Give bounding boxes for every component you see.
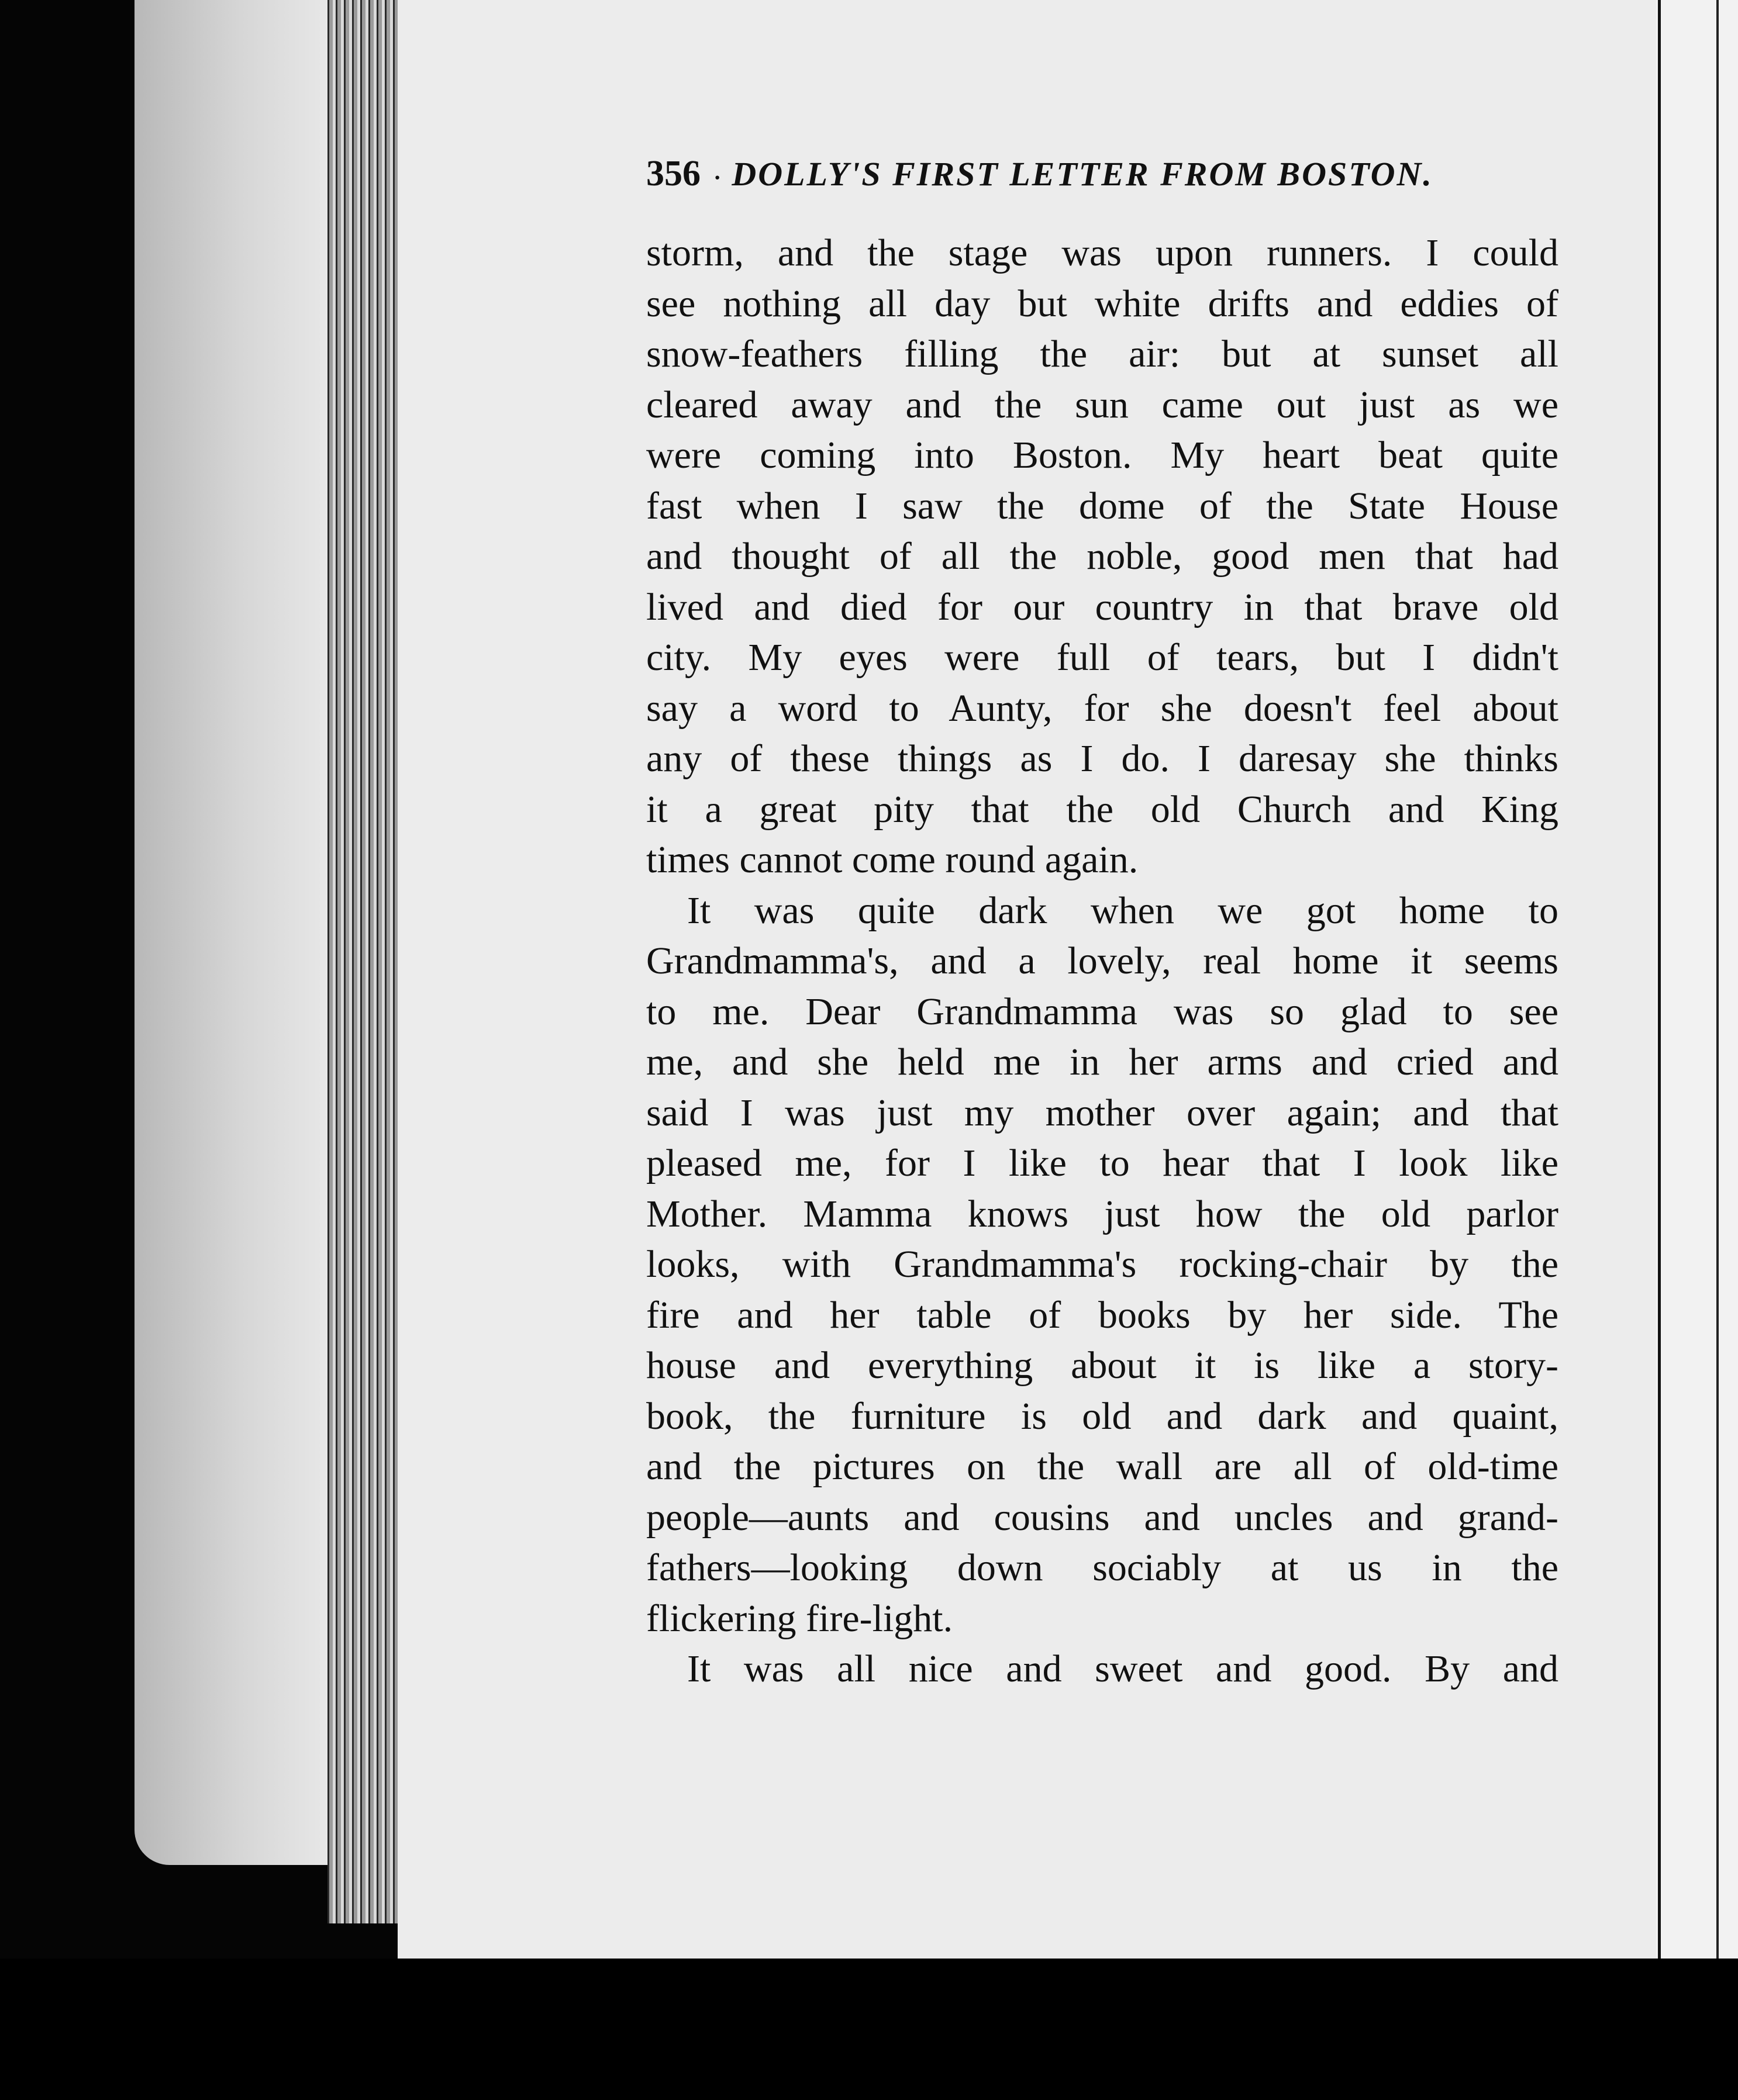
binding-page-stack	[327, 0, 398, 1923]
text-line: it a great pity that the old Church and King	[646, 788, 1558, 831]
text-line: and the pictures on the wall are all of old-time	[646, 1445, 1558, 1488]
page-header	[646, 153, 1547, 206]
text-line: to me. Dear Grandmamma was so glad to see	[646, 990, 1558, 1033]
body-text	[646, 228, 1558, 1695]
page-edge-line	[1716, 0, 1719, 1959]
text-line: city. My eyes were full of tears, but I didn't	[646, 636, 1558, 679]
page-edge-line	[1658, 0, 1661, 1959]
text-line: looks, with Grandmamma's rocking-chair by the	[646, 1243, 1558, 1286]
text-line: times cannot come round again.	[646, 838, 1139, 881]
text-line: cleared away and the sun came out just as we	[646, 383, 1558, 426]
text-line: and thought of all the noble, good men that had	[646, 535, 1558, 578]
text-line: fast when I saw the dome of the State House	[646, 484, 1558, 527]
header-separator: ·	[713, 164, 722, 191]
running-head: DOLLY'S FIRST LETTER FROM BOSTON.	[732, 155, 1433, 193]
text-line: It was quite dark when we got home to	[687, 889, 1558, 932]
text-line: see nothing all day but white drifts and eddies of	[646, 282, 1558, 325]
left-page-edges	[135, 0, 327, 1865]
text-line: pleased me, for I like to hear that I look like	[646, 1142, 1558, 1184]
text-line: people—aunts and cousins and uncles and grand-	[646, 1495, 1558, 1539]
text-line: It was all nice and sweet and good. By and	[687, 1647, 1558, 1690]
text-line: lived and died for our country in that brave old	[646, 585, 1558, 628]
text-line: were coming into Boston. My heart beat quite	[646, 434, 1558, 476]
text-line: Mother. Mamma knows just how the old parlor	[646, 1192, 1558, 1235]
bottom-shadow	[0, 1959, 1738, 2100]
text-line: snow-feathers filling the air: but at sunset all	[646, 333, 1558, 375]
text-line: fathers—looking down sociably at us in the	[646, 1546, 1558, 1589]
text-line: fire and her table of books by her side. The	[646, 1293, 1558, 1336]
text-line: said I was just my mother over again; and that	[646, 1091, 1558, 1134]
right-page-edge	[1656, 0, 1738, 1959]
text-line: say a word to Aunty, for she doesn't feel about	[646, 686, 1558, 730]
text-line: Grandmamma's, and a lovely, real home it seems	[646, 940, 1558, 982]
page-number: 356	[646, 154, 701, 194]
text-line: me, and she held me in her arms and cried and	[646, 1041, 1558, 1083]
text-line: any of these things as I do. I daresay she thinks	[646, 737, 1558, 780]
text-line: storm, and the stage was upon runners. I could	[646, 232, 1558, 274]
text-line: house and everything about it is like a story-	[646, 1344, 1558, 1387]
text-line: flickering fire-light.	[646, 1597, 953, 1640]
text-line: book, the furniture is old and dark and quaint,	[646, 1394, 1558, 1438]
